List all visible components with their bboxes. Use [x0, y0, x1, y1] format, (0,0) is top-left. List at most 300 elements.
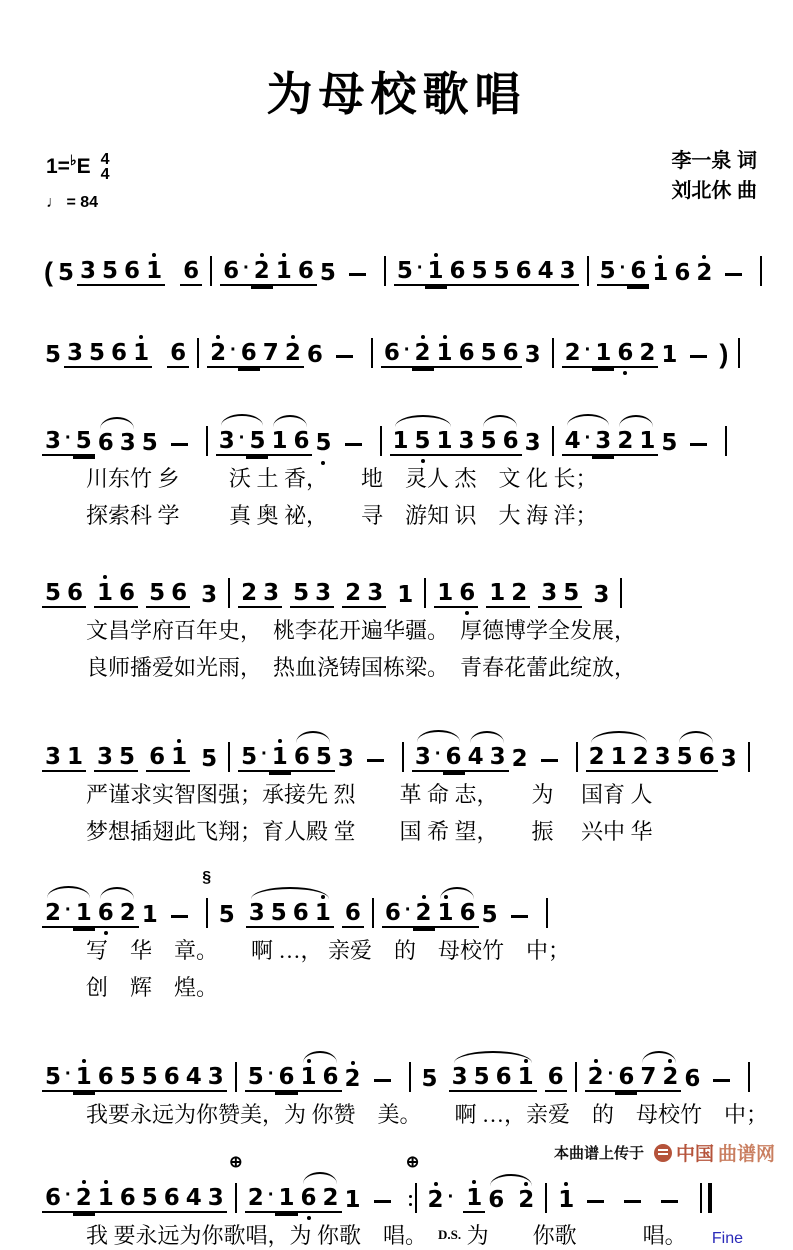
dash-continuation [725, 273, 742, 276]
note: 2 [630, 745, 652, 772]
site-name-cn: 中国 [675, 1144, 714, 1165]
note: 5 [597, 259, 619, 286]
slur-group [485, 1188, 537, 1213]
note: 4 [183, 1186, 205, 1213]
note: 1 [130, 341, 152, 368]
note: 2 [562, 341, 584, 368]
augmentation-dot: · [619, 258, 628, 286]
note: 5 [45, 341, 62, 368]
note: 6 [674, 259, 691, 286]
slur-group [465, 745, 509, 772]
barline [228, 578, 230, 608]
note: 6 [627, 259, 649, 286]
note: 6 [64, 581, 86, 608]
note: 6 [447, 259, 469, 286]
barline [380, 426, 382, 456]
dash-continuation [374, 1079, 391, 1082]
key-signature [46, 152, 109, 182]
notation-row [42, 556, 773, 608]
note: 2 [693, 261, 715, 286]
dash-continuation [624, 1200, 641, 1203]
site-logo-icon [654, 1144, 672, 1162]
note: 3 [456, 429, 478, 456]
parenthesis: ( [44, 256, 53, 287]
note: 5 [412, 429, 434, 456]
time-signature [101, 152, 110, 182]
note: 6 [382, 901, 404, 928]
note: 3 [449, 1065, 471, 1092]
note: 3 [720, 745, 737, 772]
note: 2 [614, 429, 636, 456]
note: 6 [457, 901, 479, 928]
note: 2 [586, 745, 608, 772]
song-title: 为母校歌唱 [266, 68, 527, 120]
note: 1 [273, 259, 295, 286]
barline [415, 1183, 417, 1213]
note: 6 [381, 341, 403, 368]
note: 6 [291, 745, 313, 772]
note: 5 [238, 745, 260, 772]
note: 1 [397, 581, 414, 608]
augmentation-dot: · [267, 1185, 276, 1213]
lyric-row [86, 614, 773, 645]
lyric-text: 严谨求实智图强；承接先 烈 革 命 志， 为 国育 人 [86, 782, 653, 807]
augmentation-dot: · [260, 744, 269, 772]
note: 3 [412, 745, 434, 772]
note: 6 [696, 745, 718, 772]
note: 1 [435, 901, 457, 928]
note: 1 [298, 1065, 320, 1092]
note: 5 [42, 581, 64, 608]
barline [206, 898, 208, 928]
note: 1 [275, 1186, 297, 1213]
notation-row [42, 1040, 773, 1092]
augmentation-dot: · [238, 428, 247, 456]
note: 1 [434, 429, 456, 456]
note: 2 [412, 341, 434, 368]
music-line-4 [42, 556, 773, 682]
note: 1 [64, 745, 86, 772]
note: 6 [108, 341, 130, 368]
slur-group [586, 745, 652, 772]
barline [760, 256, 762, 286]
note: 2 [73, 1186, 95, 1213]
dash-continuation [541, 759, 558, 762]
lyric-row [86, 971, 773, 1002]
barline [620, 578, 622, 608]
lyric-text: 为 你歌 唱。 [461, 1223, 687, 1248]
note: 3 [652, 745, 674, 772]
dash-continuation [713, 1079, 730, 1082]
site-logo[interactable] [654, 1139, 775, 1166]
slur-group [614, 429, 658, 456]
augmentation-dot: · [584, 340, 593, 368]
note: 5 [141, 429, 158, 456]
note: 3 [77, 259, 99, 286]
note: 6 [615, 1065, 637, 1092]
note: 6 [238, 341, 260, 368]
note: 5 [478, 429, 500, 456]
barline [546, 898, 548, 928]
note: 5 [146, 581, 168, 608]
note: 6 [42, 1186, 64, 1213]
note: 3 [260, 581, 282, 608]
note: 3 [205, 1186, 227, 1213]
note: 2 [342, 581, 364, 608]
music-line-5 [42, 720, 773, 846]
note: 5 [313, 745, 335, 772]
note: 1 [344, 1186, 361, 1213]
note: 5 [674, 745, 696, 772]
note: 3 [246, 901, 268, 928]
key-signature-block [46, 152, 109, 212]
barline [725, 426, 727, 456]
note: 5 [42, 1065, 64, 1092]
key-note: E [76, 155, 91, 179]
dash-continuation [374, 1200, 391, 1203]
augmentation-dot: · [267, 1064, 276, 1092]
barline [587, 256, 589, 286]
note: 6 [95, 1065, 117, 1092]
note: 2 [515, 1188, 537, 1213]
music-line-3 [42, 404, 773, 530]
note: 1 [608, 745, 630, 772]
lyric-text: 我要永远为你赞美，为 你赞 美。 啊 …，亲爱 的 母校竹 中； [86, 1102, 769, 1127]
note: 1 [434, 341, 456, 368]
slur-group [95, 431, 139, 456]
note: 3 [592, 429, 614, 456]
lyric-text: 写 华 章。 啊 …， 亲爱 的 母校竹 中； [86, 938, 571, 963]
notation-row [42, 869, 773, 928]
augmentation-dot: · [64, 900, 73, 928]
note: 2 [117, 901, 139, 928]
notation-row [42, 234, 773, 286]
note: 4 [562, 429, 584, 456]
note: 1 [515, 1065, 537, 1092]
tempo-value: = 84 [66, 194, 99, 212]
note: 5 [394, 259, 416, 286]
barline [235, 1062, 237, 1092]
barline [384, 256, 386, 286]
note: 2 [282, 341, 304, 368]
dash-continuation [345, 443, 362, 446]
lyricist: 李一泉 词 [671, 150, 757, 172]
note: 5 [73, 429, 95, 456]
music-line-6 [42, 869, 773, 1002]
music-line-1 [42, 234, 773, 286]
note: 5 [478, 341, 500, 368]
note: 3 [337, 745, 354, 772]
note: 4 [183, 1065, 205, 1092]
note: 6 [95, 901, 117, 928]
augmentation-dot: · [403, 340, 412, 368]
barline [210, 256, 212, 286]
note: 2 [636, 341, 658, 368]
note: 6 [684, 1065, 701, 1092]
slur-group [637, 1065, 681, 1092]
note: 3 [524, 341, 541, 368]
lyric-row [86, 815, 773, 846]
lyric-text: 良师播爱如光雨， 热血浇铸国栋梁。 青春花蕾此绽放， [86, 655, 637, 680]
lyric-row [86, 778, 773, 809]
note: 1 [425, 259, 447, 286]
note: 1 [312, 901, 334, 928]
note: 1 [555, 1188, 577, 1213]
notation-row [42, 404, 773, 456]
music-line-7 [42, 1040, 773, 1129]
dash-continuation [661, 1200, 678, 1203]
note: 5 [290, 581, 312, 608]
note: 3 [312, 581, 334, 608]
barline [197, 338, 199, 368]
ds-marking: D.S. [438, 1226, 462, 1242]
note: 6 [168, 581, 190, 608]
dash-continuation [349, 273, 366, 276]
note: 7 [637, 1065, 659, 1092]
note: 5 [246, 429, 268, 456]
lyric-text: 探索科 学 真 奥 祕， 寻 游知 识 大 海 洋； [86, 503, 598, 528]
slur-group [562, 428, 615, 456]
note: 4 [465, 745, 487, 772]
dash-continuation [367, 759, 384, 762]
dash-continuation [171, 915, 188, 918]
augmentation-dot: · [64, 1185, 73, 1213]
note: 2 [207, 341, 229, 368]
lyric-text: 我 要永远为你歌唱，为 你歌 唱。 [86, 1223, 439, 1248]
barline [576, 742, 578, 772]
parenthesis: ) [719, 338, 729, 369]
barline [228, 742, 230, 772]
note: 6 [146, 745, 168, 772]
coda-icon: ⊕ [229, 1154, 243, 1171]
note: 2 [342, 1067, 364, 1092]
note: 5 [117, 1065, 139, 1092]
note: 1 [592, 341, 614, 368]
note: 3 [64, 341, 86, 368]
note: 6 [513, 259, 535, 286]
slur-group [298, 1065, 342, 1092]
note: 6 [456, 341, 478, 368]
slur-group [216, 428, 269, 456]
augmentation-dot: · [64, 428, 73, 456]
final-barline [700, 1183, 712, 1213]
dash-continuation [336, 355, 353, 358]
note: 5 [560, 581, 582, 608]
augmentation-dot: · [404, 900, 413, 928]
lyric-text: 梦想插翅此飞翔；育人殿 堂 国 希 望， 振 兴中 华 [86, 819, 653, 844]
note: 3 [119, 429, 136, 456]
augmentation-dot: · [64, 1064, 73, 1092]
notation-row [42, 720, 773, 772]
note: 6 [116, 581, 138, 608]
lyric-row [86, 1098, 773, 1129]
slur-group [390, 429, 456, 456]
note: 5 [491, 259, 513, 286]
note: 1 [268, 429, 290, 456]
slur-group [674, 745, 718, 772]
slur-group [412, 744, 465, 772]
dash-continuation [690, 443, 707, 446]
note: 1 [390, 429, 412, 456]
barline [575, 1062, 577, 1092]
lyric-row [86, 499, 773, 530]
note: 3 [201, 581, 218, 608]
note: 3 [487, 745, 509, 772]
note: 5 [86, 341, 108, 368]
barline [372, 898, 374, 928]
note: 5 [471, 1065, 493, 1092]
barline [552, 338, 554, 368]
barline [235, 1183, 237, 1213]
note: 5 [99, 259, 121, 286]
note: 3 [538, 581, 560, 608]
note: 6 [161, 1186, 183, 1213]
key-prefix: 1= [46, 155, 70, 179]
note: 7 [260, 341, 282, 368]
note: 6 [493, 1065, 515, 1092]
upload-note: 本曲谱上传于 [553, 1145, 644, 1162]
note: 5 [481, 901, 498, 928]
note: 5 [218, 901, 235, 928]
slur-group [95, 901, 139, 928]
note: 5 [245, 1065, 267, 1092]
augmentation-dot: · [242, 258, 251, 286]
note: 6 [180, 259, 202, 286]
note: 3 [94, 745, 116, 772]
credits [671, 146, 757, 206]
segno-icon: § [202, 869, 212, 886]
note: 5 [268, 901, 290, 928]
note: 1 [94, 581, 116, 608]
note: 5 [116, 745, 138, 772]
coda-barline [401, 1154, 425, 1213]
coda-icon: ⊕ [405, 1154, 420, 1171]
note: 6 [456, 581, 478, 608]
note: 5 [469, 259, 491, 286]
repeat-dots [409, 1195, 412, 1206]
barline [409, 1062, 411, 1092]
note: 6 [167, 341, 189, 368]
augmentation-dot: · [416, 258, 425, 286]
note: 6 [443, 745, 465, 772]
dash-continuation [171, 443, 188, 446]
note: 1 [168, 745, 190, 772]
note: 6 [306, 341, 323, 368]
meter-top: 4 [100, 151, 110, 168]
slur-group [42, 900, 95, 928]
note: 3 [593, 581, 610, 608]
lyric-row [86, 651, 773, 682]
augmentation-dot: · [584, 428, 593, 456]
sheet-music-page [0, 58, 793, 1248]
note: 2 [585, 1065, 607, 1092]
note: 6 [290, 901, 312, 928]
slur-group [478, 429, 522, 456]
note: 5 [139, 1065, 161, 1092]
note: 3 [216, 429, 238, 456]
note: 3 [205, 1065, 227, 1092]
note: 2 [511, 745, 528, 772]
note: 1 [661, 341, 678, 368]
meter-bottom: 4 [100, 166, 110, 184]
lyric-text: 创 辉 煌。 [86, 975, 219, 1000]
barline [206, 426, 208, 456]
slur-group [291, 745, 335, 772]
note: 5 [319, 259, 336, 286]
slur-group [449, 1065, 537, 1092]
note: 6 [614, 341, 636, 368]
augmentation-dot: · [447, 1186, 455, 1208]
score-body [0, 234, 793, 1250]
note: 6 [488, 1186, 505, 1213]
dash-continuation [690, 355, 707, 358]
note: 1 [434, 581, 456, 608]
note: 6 [295, 259, 317, 286]
note: 6 [220, 259, 242, 286]
slur-group [268, 429, 312, 456]
note: 6 [290, 429, 312, 456]
note: 3 [42, 429, 64, 456]
note: 2 [238, 581, 260, 608]
note: 6 [117, 1186, 139, 1213]
note: 2 [251, 259, 273, 286]
note: 1 [95, 1186, 117, 1213]
note: 1 [73, 1065, 95, 1092]
coda-barline [227, 1154, 245, 1213]
note: 5 [139, 1186, 161, 1213]
lyric-text: 川东竹 乡 沃 土 香， 地 灵人 杰 文 化 长； [86, 466, 598, 491]
note: 6 [161, 1065, 183, 1092]
note: 1 [649, 261, 671, 286]
note: 2 [425, 1188, 447, 1213]
score-header [0, 152, 793, 224]
note: 1 [636, 429, 658, 456]
dash-continuation [511, 915, 528, 918]
slur-group [246, 901, 334, 928]
note: 2 [245, 1186, 267, 1213]
barline [748, 1062, 750, 1092]
note: 6 [275, 1065, 297, 1092]
note: 1 [141, 901, 158, 928]
lyric-text: 文昌学府百年史， 桃李花开遍华疆。 厚德博学全发展， [86, 618, 637, 643]
lyric-row [86, 462, 773, 493]
note: 6 [342, 901, 364, 928]
note: 1 [73, 901, 95, 928]
augmentation-dot: · [607, 1064, 616, 1092]
augmentation-dot: · [434, 744, 443, 772]
note: 4 [535, 259, 557, 286]
barline [552, 426, 554, 456]
tempo-marking [46, 194, 109, 212]
note: 2 [508, 581, 530, 608]
note: 1 [143, 259, 165, 286]
barline [748, 742, 750, 772]
note: 6 [545, 1065, 567, 1092]
note: 2 [659, 1065, 681, 1092]
lyric-row [86, 1219, 773, 1250]
music-line-2 [42, 316, 773, 368]
dash-continuation [587, 1200, 604, 1203]
notation-row [42, 316, 773, 368]
note: 6 [500, 429, 522, 456]
fine-marking: Fine [711, 1230, 743, 1247]
note: 1 [486, 581, 508, 608]
note: 5 [58, 259, 75, 286]
note: 6 [298, 1186, 320, 1213]
lyric-row [86, 934, 773, 965]
barline [402, 742, 404, 772]
note: 3 [364, 581, 386, 608]
